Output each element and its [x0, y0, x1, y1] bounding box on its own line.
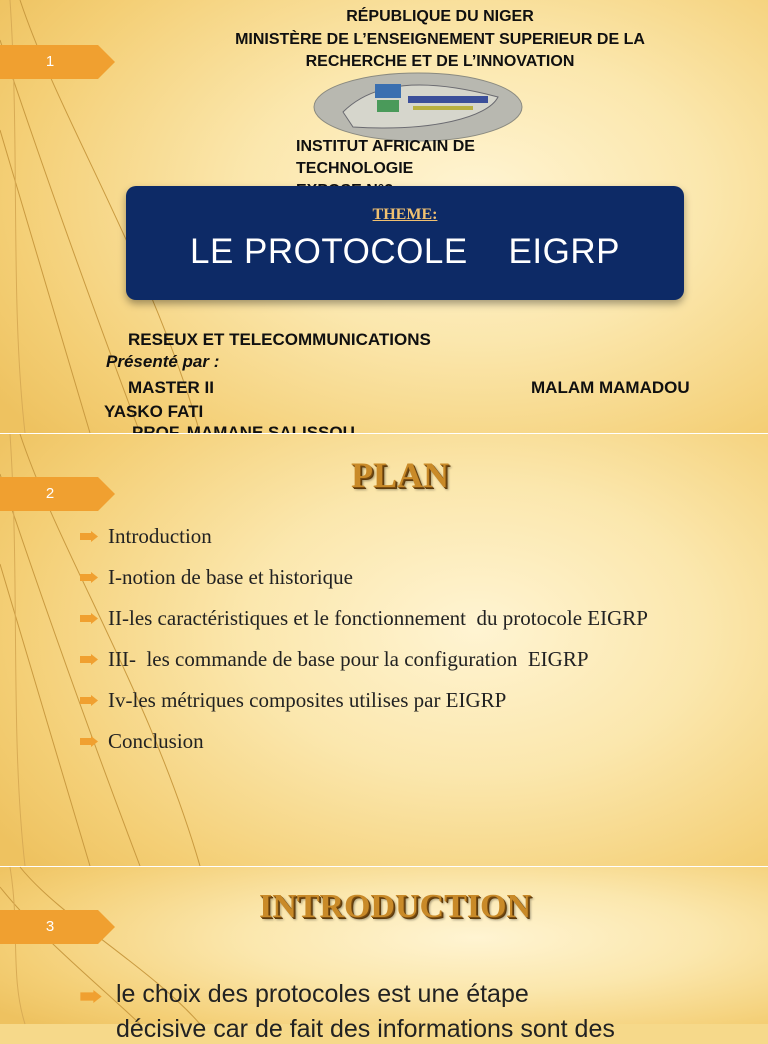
professor	[132, 422, 432, 433]
header-line-2: MINISTÈRE DE L’ENSEIGNEMENT SUPERIEUR DE LA	[235, 31, 645, 48]
theme-box	[126, 186, 684, 300]
intro-bullet-text: le choix des protocoles est une étape	[116, 980, 529, 1008]
institute-line-2: TECHNOLOGIE	[296, 160, 414, 177]
list-item: Introduction	[80, 522, 720, 551]
intro-bullet	[80, 980, 529, 1009]
slide-number-tab	[0, 910, 115, 944]
institute-logo	[313, 72, 523, 142]
level: MASTER II	[128, 378, 214, 397]
slide-1	[0, 0, 768, 433]
theme-label: THEME:	[372, 206, 438, 223]
list-item: Iv-les métriques composites utilises par EIGRP	[80, 686, 720, 715]
plan-title: PLAN	[351, 455, 449, 495]
header-line-3: RECHERCHE ET DE L’INNOVATION	[305, 53, 575, 70]
introduction-title: INTRODUCTION	[258, 888, 532, 925]
institute-name	[296, 136, 556, 192]
theme-title: LE PROTOCOLE EIGRP	[190, 232, 620, 271]
slide-number: 3	[45, 918, 55, 935]
slide-number: 1	[45, 53, 55, 70]
plan-list	[80, 522, 720, 768]
header-line-1: RÉPUBLIQUE DU NIGER	[346, 8, 534, 25]
slide-number-tab	[0, 45, 115, 79]
presenter-2: YASKO FATI	[104, 402, 204, 421]
institute-line-1: INSTITUT AFRICAIN DE	[296, 138, 475, 155]
list-item: Conclusion	[80, 727, 720, 756]
presented-by-label: Présenté par :	[106, 352, 220, 371]
list-item: I-notion de base et historique	[80, 563, 720, 592]
presenter-1: MALAM MAMADOU	[531, 378, 690, 397]
department: RESEUX ET TELECOMMUNICATIONS	[128, 330, 431, 349]
list-item: III- les commande de base pour la configuration EIGRP	[80, 645, 720, 674]
list-item: II-les caractéristiques et le fonctionnement du protocole EIGRP	[80, 604, 720, 633]
intro-bullet-continuation: décisive car de fait des informations sont des	[116, 1015, 615, 1043]
slide-number-tab	[0, 477, 115, 511]
slide-number: 2	[45, 485, 55, 502]
